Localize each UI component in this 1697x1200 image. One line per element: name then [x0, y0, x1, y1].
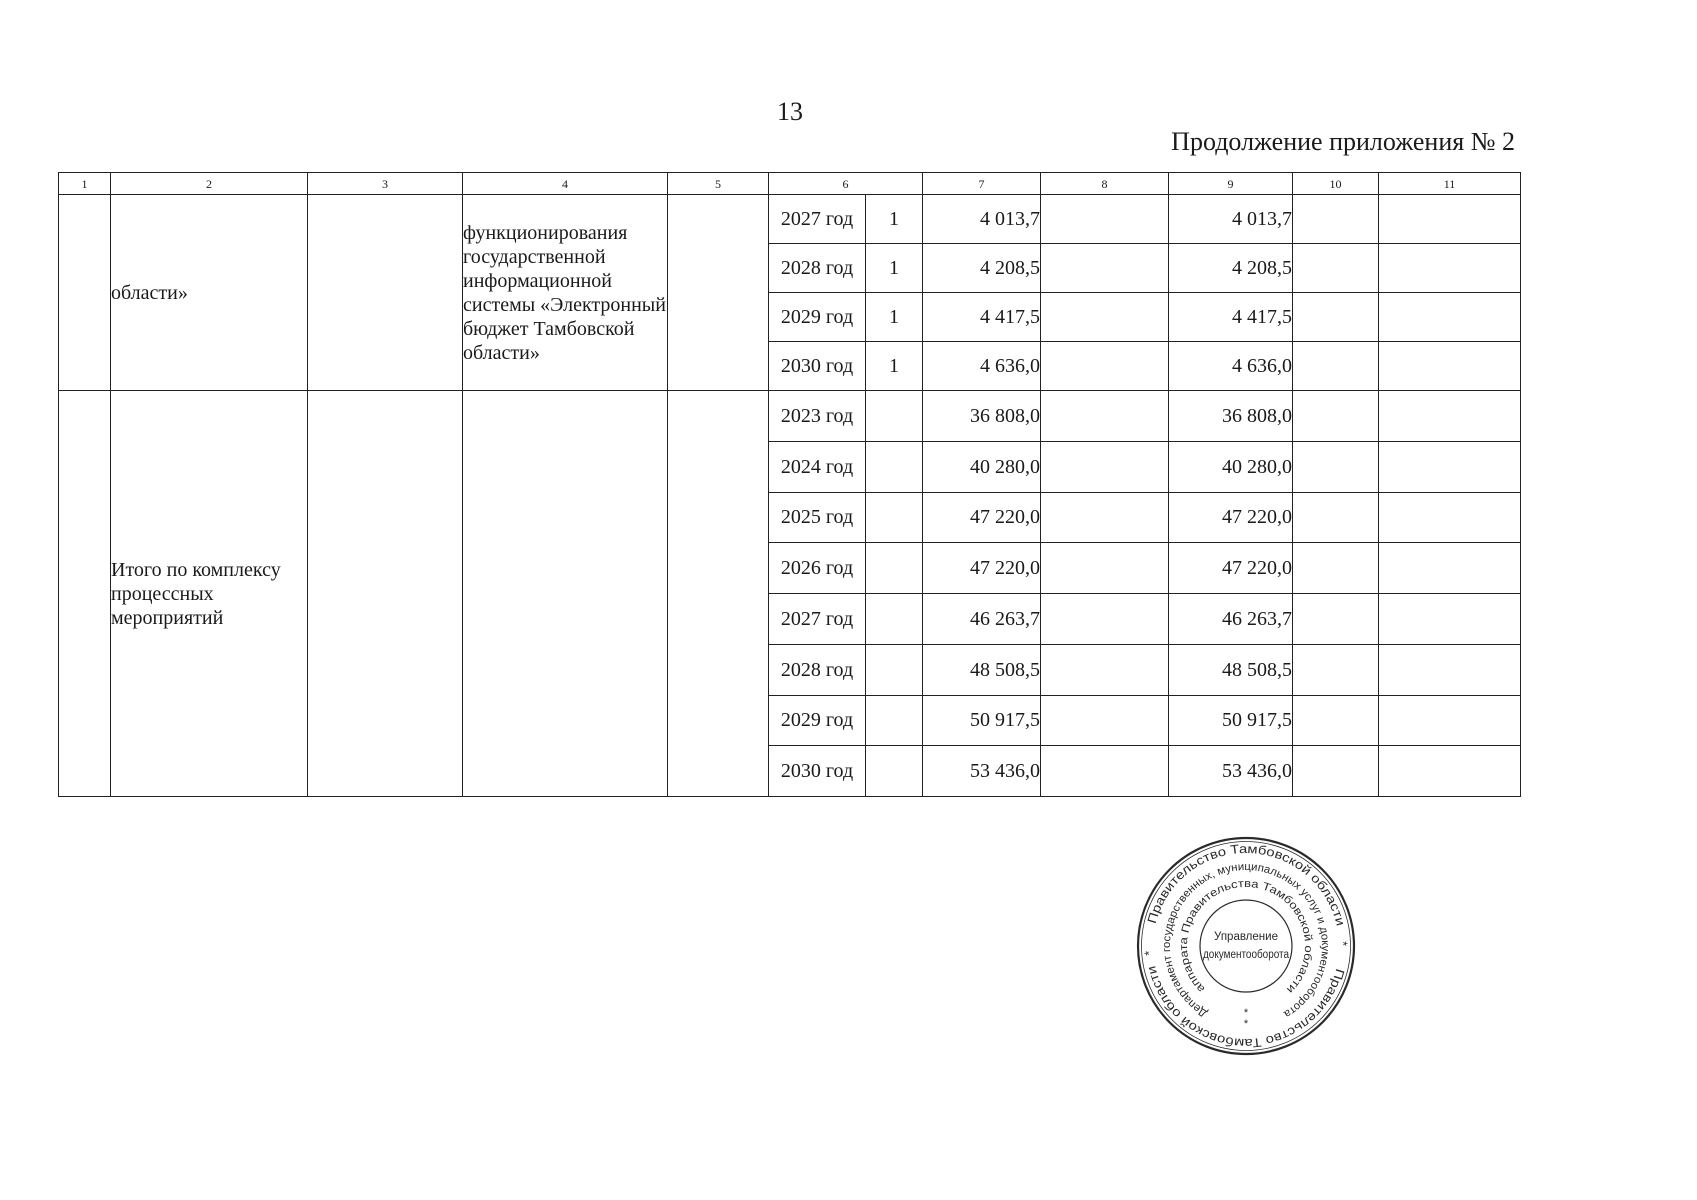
empty-cell	[1041, 293, 1169, 342]
seal-center-line-1: Управление	[1214, 931, 1278, 943]
empty-cell	[1379, 746, 1521, 797]
count-cell: 1	[866, 195, 923, 244]
year-cell: 2028 год	[769, 644, 866, 695]
value-col7: 50 917,5	[923, 695, 1041, 746]
value-col7: 47 220,0	[923, 492, 1041, 543]
row-label-cell: Итого по комплексу процессных мероприятий	[111, 391, 308, 797]
empty-cell	[1379, 293, 1521, 342]
empty-cell	[1293, 391, 1379, 442]
year-cell: 2025 год	[769, 492, 866, 543]
value-col7: 53 436,0	[923, 746, 1041, 797]
year-cell: 2024 год	[769, 441, 866, 492]
seal-center-line-2: документооборота	[1203, 949, 1290, 961]
empty-cell	[1379, 244, 1521, 293]
count-cell	[866, 391, 923, 442]
column-header: 3	[308, 173, 463, 195]
empty-cell	[1041, 441, 1169, 492]
count-cell	[866, 543, 923, 594]
value-col9: 40 280,0	[1169, 441, 1293, 492]
empty-cell	[1293, 594, 1379, 645]
seal-outer-ring-star-right	[1336, 941, 1350, 946]
value-col7: 47 220,0	[923, 543, 1041, 594]
year-cell: 2030 год	[769, 746, 866, 797]
empty-cell	[59, 391, 111, 797]
empty-cell	[1041, 342, 1169, 391]
seal-outer-text: Правительство Тамбовской области	[1144, 841, 1348, 926]
budget-table	[58, 172, 1521, 797]
value-col9: 36 808,0	[1169, 391, 1293, 442]
empty-cell	[1293, 342, 1379, 391]
seal-middle-text: Департамент государственных, муниципальных услуг и документооборота	[1160, 860, 1332, 1020]
value-col9: 4 208,5	[1169, 244, 1293, 293]
value-col7: 4 636,0	[923, 342, 1041, 391]
header-row	[59, 173, 1521, 195]
empty-cell	[59, 195, 111, 391]
empty-cell	[1379, 594, 1521, 645]
empty-cell	[1293, 195, 1379, 244]
year-cell: 2030 год	[769, 342, 866, 391]
year-cell: 2029 год	[769, 695, 866, 746]
value-col7: 4 013,7	[923, 195, 1041, 244]
empty-cell	[1293, 746, 1379, 797]
year-cell: 2029 год	[769, 293, 866, 342]
description-cell: функционирования государственной информационной системы «Электронный бюджет Тамбовской области»	[463, 195, 668, 391]
column-header: 9	[1169, 173, 1293, 195]
year-cell: 2026 год	[769, 543, 866, 594]
seal-outer-ring-star-left	[1142, 950, 1156, 956]
seal-inner-text: аппарата Правительства Тамбовской области	[1177, 877, 1315, 995]
count-cell	[866, 746, 923, 797]
empty-cell	[1379, 695, 1521, 746]
count-cell: 1	[866, 244, 923, 293]
empty-cell	[1293, 492, 1379, 543]
empty-cell	[1293, 244, 1379, 293]
value-col7: 4 208,5	[923, 244, 1041, 293]
value-col9: 53 436,0	[1169, 746, 1293, 797]
column-header: 10	[1293, 173, 1379, 195]
year-cell: 2023 год	[769, 391, 866, 442]
empty-cell	[1293, 644, 1379, 695]
empty-cell	[1293, 293, 1379, 342]
empty-cell	[1379, 644, 1521, 695]
count-cell: 1	[866, 293, 923, 342]
empty-cell	[1041, 746, 1169, 797]
value-col9: 4 636,0	[1169, 342, 1293, 391]
empty-cell	[1041, 244, 1169, 293]
empty-cell	[1041, 492, 1169, 543]
seal-center-circle	[1200, 900, 1292, 992]
page-number: 13	[777, 97, 803, 126]
empty-cell	[1379, 492, 1521, 543]
column-header: 6	[769, 173, 923, 195]
appendix-heading: Продолжение приложения № 2	[1171, 127, 1515, 156]
count-cell	[866, 492, 923, 543]
seal-star: *	[1142, 950, 1157, 957]
empty-cell	[1293, 441, 1379, 492]
column-header: 8	[1041, 173, 1169, 195]
value-col7: 40 280,0	[923, 441, 1041, 492]
empty-cell	[463, 391, 668, 797]
count-cell	[866, 594, 923, 645]
empty-cell	[668, 391, 769, 797]
seal-outer-text: Правительство Тамбовской области	[1144, 965, 1348, 1051]
value-col7: 48 508,5	[923, 644, 1041, 695]
column-header: 2	[111, 173, 308, 195]
empty-cell	[1041, 594, 1169, 645]
column-header: 1	[59, 173, 111, 195]
empty-cell	[1379, 391, 1521, 442]
year-cell: 2027 год	[769, 594, 866, 645]
column-header: 11	[1379, 173, 1521, 195]
column-header: 7	[923, 173, 1041, 195]
value-col9: 4 417,5	[1169, 293, 1293, 342]
count-cell	[866, 695, 923, 746]
value-col7: 36 808,0	[923, 391, 1041, 442]
value-col9: 46 263,7	[1169, 594, 1293, 645]
column-header: 4	[463, 173, 668, 195]
empty-cell	[668, 195, 769, 391]
count-cell: 1	[866, 342, 923, 391]
year-cell: 2027 год	[769, 195, 866, 244]
value-col9: 48 508,5	[1169, 644, 1293, 695]
column-header: 5	[668, 173, 769, 195]
empty-cell	[1293, 543, 1379, 594]
empty-cell	[1041, 391, 1169, 442]
empty-cell	[1041, 695, 1169, 746]
value-col9: 47 220,0	[1169, 492, 1293, 543]
seal-star: *	[1243, 1018, 1249, 1030]
empty-cell	[1041, 543, 1169, 594]
empty-cell	[1379, 195, 1521, 244]
value-col9: 47 220,0	[1169, 543, 1293, 594]
seal-star: *	[1335, 941, 1351, 947]
value-col9: 50 917,5	[1169, 695, 1293, 746]
empty-cell	[1041, 195, 1169, 244]
value-col7: 4 417,5	[923, 293, 1041, 342]
row-label-cell: области»	[111, 195, 308, 391]
table-row	[59, 195, 1521, 244]
seal-star: *	[1243, 1007, 1249, 1019]
year-cell: 2028 год	[769, 244, 866, 293]
official-seal	[1130, 830, 1362, 1062]
empty-cell	[1379, 543, 1521, 594]
value-col9: 4 013,7	[1169, 195, 1293, 244]
empty-cell	[1293, 695, 1379, 746]
count-cell	[866, 644, 923, 695]
value-col7: 46 263,7	[923, 594, 1041, 645]
empty-cell	[1379, 342, 1521, 391]
empty-cell	[308, 391, 463, 797]
table-row	[59, 391, 1521, 442]
count-cell	[866, 441, 923, 492]
empty-cell	[308, 195, 463, 391]
empty-cell	[1379, 441, 1521, 492]
empty-cell	[1041, 644, 1169, 695]
